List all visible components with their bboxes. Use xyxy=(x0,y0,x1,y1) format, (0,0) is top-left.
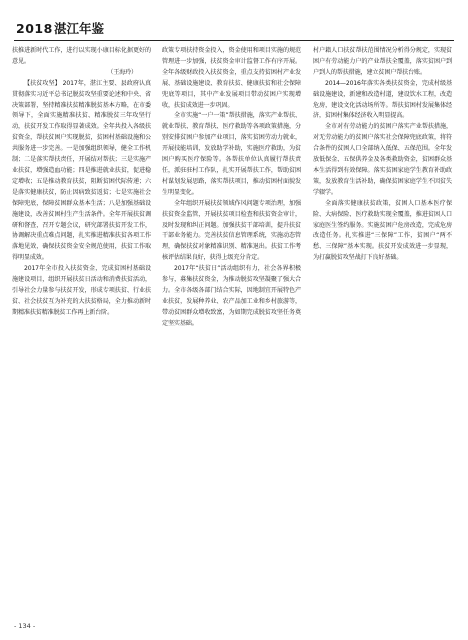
page-header xyxy=(14,18,454,42)
section-title-bar xyxy=(14,20,454,38)
paragraph: 全面落实健康扶贫政策，贫困人口基本医疗保险、大病保险、医疗救助实现全覆盖，推进贫困人口家庭医生签约服务。实施贫困户危房改造，完成危房改造任务。扎实推进“三保障”工作，贫困户“两不愁、三保障”基本实现。扶贫开发成效进一步显现，为打赢脱贫攻坚战打下良好基础。 xyxy=(313,199,452,262)
paragraph: 全年组织开展扶贫领域作风问题专项治理，加强扶贫资金监管，开展扶贫项目检查和扶贫资金审计，及时发现和纠正问题。加强扶贫干部培训，提升扶贫干部业务能力。完善扶贫信息管理系统，实施动态管理，确保扶贫对象精准识别、精准退出。扶贫工作考核评估结果良好，获得上级充分肯定。 xyxy=(162,199,301,262)
yearbook-title: 湛江年鉴 xyxy=(54,21,105,36)
paragraph: 政策专项扶持资金投入，资金使用和项目实施的规范管理进一步加强，扶贫资金审计监督工作有序开展。全年各级财政投入扶贫资金，重点支持贫困村产业发展、基础设施建设、教育扶贫、健康扶贫和社会保障兜底等项目，其中产业发展项目带动贫困户实现增收，扶贫成效进一步巩固。 xyxy=(162,47,301,109)
paragraph: 全市实施“一户一策”帮扶措施，落实产业帮扶、就业帮扶、教育帮扶、医疗救助等各项政策措施，分别安排贫困户参加产业项目，落实贫困劳动力就业，开展技能培训，发放助学补助，实施医疗救助，为贫困户购买医疗保险等。各帮扶单位认真履行帮扶责任，派驻驻村工作队，扎实开展帮扶工作，帮助贫困村谋划发展思路，落实帮扶项目，推动贫困村面貌发生明显变化。 xyxy=(162,112,301,196)
text-column-1 xyxy=(12,46,151,591)
page-number: - 134 - xyxy=(14,622,36,630)
paragraph: 村户籍人口扶贫帮扶范围情况分析得分规定，实现贫困户有劳动能力户的产业帮扶全覆盖，落实贫困户到户到人的帮扶措施，建立贫困户帮扶台账。 xyxy=(313,47,452,76)
paragraph: 【扶贫攻坚】 2017年，湛江主要、县政府认真贯彻落实习近平总书记脱贫攻坚重要论述和中央、省决策部署，坚持精准扶贫精准脱贫基本方略，在市委领导下，全面实施精准扶贫、精准脱贫三年攻坚行动，扶贫开发工作取得显著成效。全年共投入各级扶贫资金，帮扶贫困户实现脱贫，贫困村基础设施和公共服务进一步完善。一是加强组织领导，健全工作机制；二是落实帮扶责任，开展结对帮扶；三是实施产业扶贫，增强造血功能；四是推进就业扶贫，促进稳定增收；五是推动教育扶贫，阻断贫困代际传递；六是落实健康扶贫，防止因病致贫返贫；七是实施社会保障兜底，保障贫困群众基本生活；八是加强基础设施建设，改善贫困村生产生活条件。全年开展扶贫调研和督查，召开专题会议，研究部署扶贫开发工作，协调解决重点难点问题，扎实推进精准扶贫各项工作落地见效，确保扶贫资金安全规范使用，扶贫工作取得明显成效。 xyxy=(12,79,151,262)
paragraph: 2014—2016年落实各类扶贫资金，完成村级基础设施建设，新建和改造村道，建设饮水工程，改造危房，建设文化活动场所等。帮扶贫困村发展集体经济，贫困村集体经济收入明显提高。 xyxy=(313,79,452,120)
paragraph: 2017年全市投入扶贫资金，完成贫困村基础设施建设项目，组织开展扶贫日活动和消费扶贫活动，引导社会力量参与扶贫开发，形成专项扶贫、行业扶贫、社会扶贫互为补充的大扶贫格局，全力推动新时期精准扶贫精准脱贫工作再上新台阶。 xyxy=(12,265,151,316)
paragraph: 2017年“扶贫日”活动组织有力，社会各界积极参与，募集扶贫资金，为推动脱贫攻坚凝聚了强大合力。全市各级各部门结合实际，因地制宜开展特色产业扶贫，发展种养业、农产品加工业和乡村旅游等，带动贫困群众增收致富，为如期完成脱贫攻坚任务奠定坚实基础。 xyxy=(162,265,301,327)
text-column-2 xyxy=(162,46,301,591)
text-column-3 xyxy=(313,46,452,591)
author-signature: （王海玲） xyxy=(107,68,137,76)
header-rule xyxy=(14,40,454,41)
yearbook-year: 2018 xyxy=(16,21,53,36)
paragraph: 扶推进新时代工作，进行以实现小康目标化据更好的意见。 xyxy=(12,47,151,65)
paragraph: 全市对有劳动能力的贫困户落实产业帮扶措施，对无劳动能力的贫困户落实社会保障兜底政策，将符合条件的贫困人口全部纳入低保、五保范围。全年发放低保金、五保供养金及各类救助资金，贫困群众基本生活得到有效保障。落实贫困家庭学生教育补助政策，发放教育生活补助，确保贫困家庭学生不因贫失学辍学。 xyxy=(313,123,452,196)
